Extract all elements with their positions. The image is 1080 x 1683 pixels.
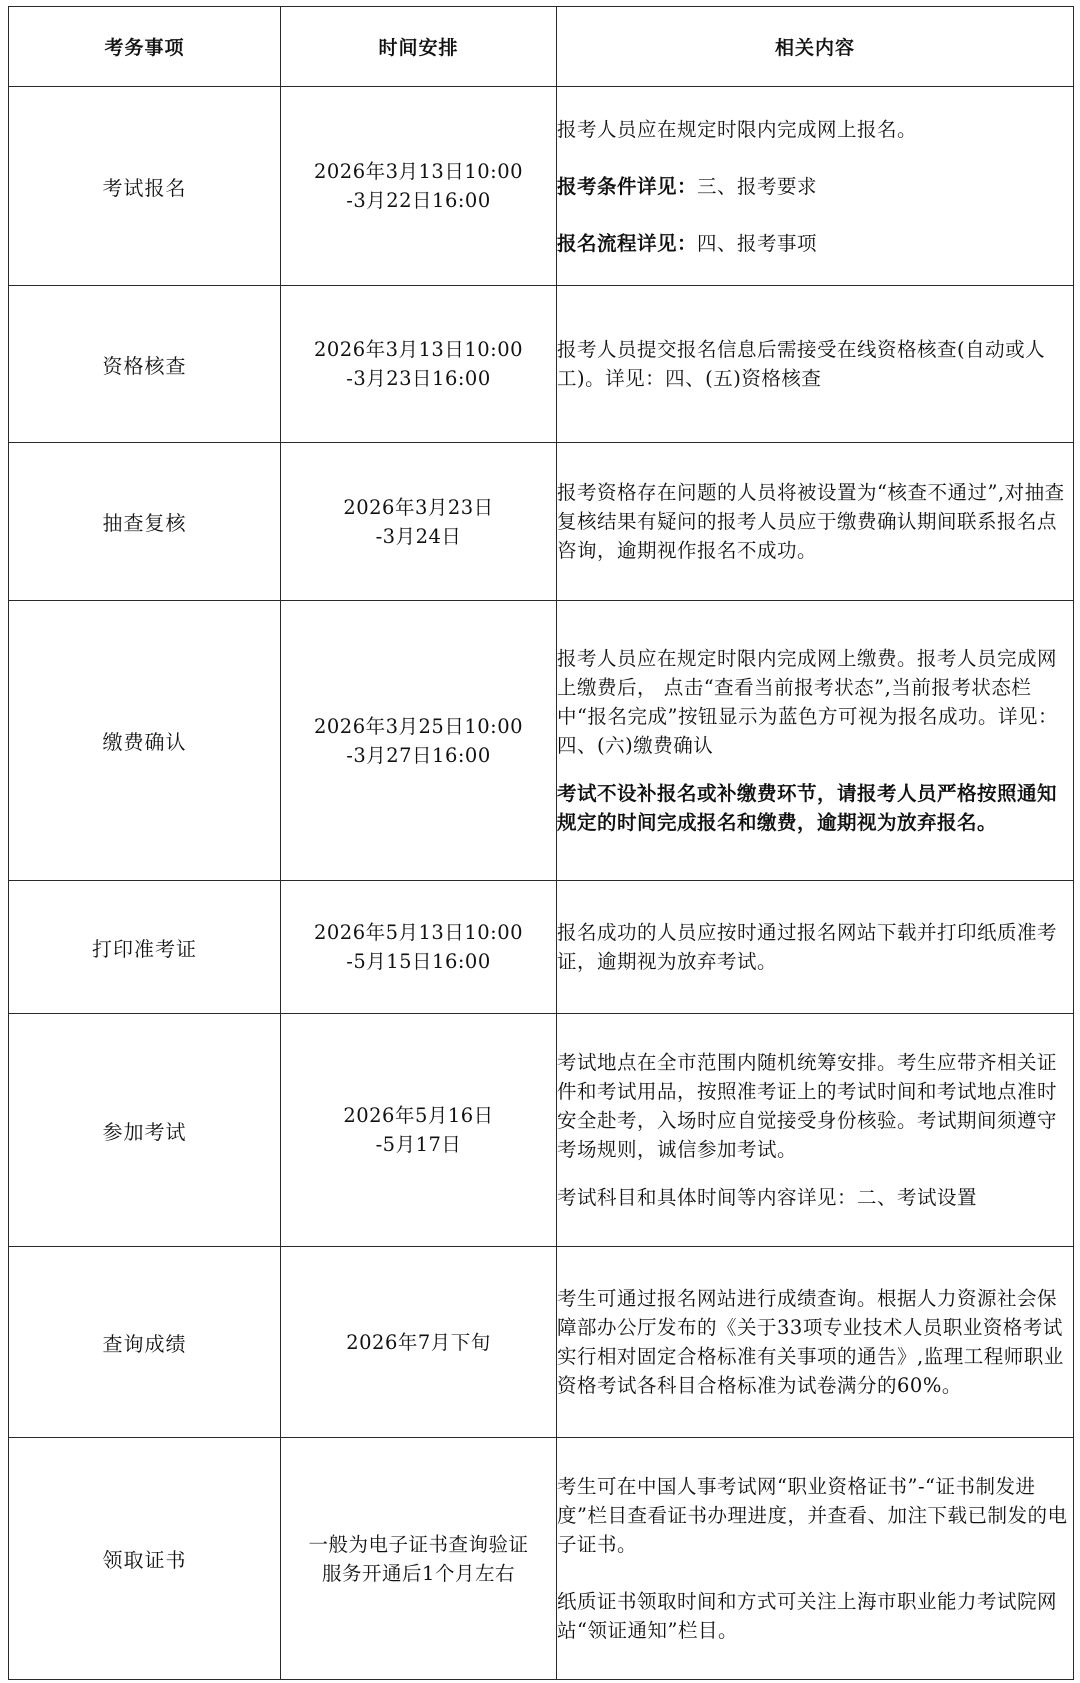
row-content xyxy=(557,286,1074,443)
row-item: 打印准考证 xyxy=(9,881,281,1014)
bold-label: 报名流程详见： xyxy=(557,231,698,255)
row-item: 考试报名 xyxy=(9,87,281,286)
time-line: -3月27日16:00 xyxy=(346,743,491,767)
time-line: 2026年3月25日10:00 xyxy=(313,714,524,738)
header-item: 考务事项 xyxy=(9,7,281,87)
row-time xyxy=(281,601,557,881)
row-content xyxy=(557,87,1074,286)
time-line: 2026年3月13日10:00 xyxy=(313,338,524,361)
table-row xyxy=(9,881,1074,1014)
time-line: 2026年5月13日10:00 xyxy=(313,921,524,944)
bold-notice: 考试不设补报名或补缴费环节，请报考人员严格按照通知规定的时间完成报名和缴费，逾期视为放弃报名。 xyxy=(557,782,1058,834)
row-item: 抽查复核 xyxy=(9,443,281,601)
table-row xyxy=(9,87,1074,286)
row-content xyxy=(557,881,1074,1014)
content-paragraph: 报考人员应在规定时限内完成网上报名。 xyxy=(557,117,918,141)
time-line: 2026年3月13日10:00 xyxy=(313,160,524,183)
content-paragraph: 纸质证书领取时间和方式可关注上海市职业能力考试院网站“领证通知”栏目。 xyxy=(557,1590,1058,1642)
table-row xyxy=(9,1014,1074,1247)
content-paragraph: 考生可在中国人事考试网“职业资格证书”-“证书制发进度”栏目查看证书办理进度，并查看、加注下载已制发的电子证书。 xyxy=(557,1475,1068,1556)
content-paragraph: 考试地点在全市范围内随机统筹安排。考生应带齐相关证件和考试用品，按照准考证上的考试时间和考试地点准时安全赴考，入场时应自觉接受身份核验。考试期间须遵守考场规则，诚信参加考试。 xyxy=(557,1051,1058,1161)
row-content xyxy=(557,601,1074,881)
row-time xyxy=(281,443,557,601)
time-line: -3月23日16:00 xyxy=(346,367,491,390)
row-content xyxy=(557,1014,1074,1247)
row-time xyxy=(281,1438,557,1680)
table-row xyxy=(9,601,1074,881)
time-line: -3月22日16:00 xyxy=(346,189,491,212)
bold-label: 报考条件详见： xyxy=(557,174,698,198)
row-content xyxy=(557,1438,1074,1680)
row-time xyxy=(281,1247,557,1438)
table-row xyxy=(9,1247,1074,1438)
header-time: 时间安排 xyxy=(281,7,557,87)
row-content xyxy=(557,443,1074,601)
table-row xyxy=(9,443,1074,601)
time-line: 2026年5月16日 xyxy=(343,1104,494,1127)
row-content xyxy=(557,1247,1074,1438)
row-item: 查询成绩 xyxy=(9,1247,281,1438)
row-item: 缴费确认 xyxy=(9,601,281,881)
row-item: 资格核查 xyxy=(9,286,281,443)
content-paragraph: 报名成功的人员应按时通过报名网站下载并打印纸质准考证，逾期视为放弃考试。 xyxy=(557,921,1058,973)
time-line: -5月15日16:00 xyxy=(346,950,491,973)
table-row xyxy=(9,286,1074,443)
header-content: 相关内容 xyxy=(557,7,1074,87)
content-paragraph: 报考条件详见：三、报考要求 xyxy=(557,174,818,198)
row-time xyxy=(281,87,557,286)
time-line: 2026年7月下旬 xyxy=(346,1330,491,1354)
row-time xyxy=(281,881,557,1014)
table-header-row xyxy=(9,7,1074,87)
exam-schedule-table xyxy=(8,6,1074,1680)
row-item: 参加考试 xyxy=(9,1014,281,1247)
content-paragraph: 报考人员应在规定时限内完成网上缴费。报考人员完成网上缴费后， 点击“查看当前报考状态”,当前报考状态栏中“报名完成”按钮显示为蓝色方可视为报名成功。详见：四、(六)缴费确认 xyxy=(557,647,1058,757)
content-paragraph: 报考资格存在问题的人员将被设置为“核查不通过”,对抽查复核结果有疑问的报考人员应于缴费确认期间联系报名点咨询，逾期视作报名不成功。 xyxy=(557,481,1065,562)
table-row xyxy=(9,1438,1074,1680)
row-item: 领取证书 xyxy=(9,1438,281,1680)
time-line: 2026年3月23日 xyxy=(343,495,494,519)
content-paragraph: 报考人员提交报名信息后需接受在线资格核查(自动或人工)。详见：四、(五)资格核查 xyxy=(557,338,1046,390)
content-paragraph: 报名流程详见：四、报考事项 xyxy=(557,231,818,255)
row-time xyxy=(281,1014,557,1247)
time-line: -5月17日 xyxy=(375,1133,462,1156)
content-paragraph: 考试科目和具体时间等内容详见：二、考试设置 xyxy=(557,1186,978,1209)
time-line: -3月24日 xyxy=(375,524,462,548)
time-line: 一般为电子证书查询验证服务开通后1个月左右 xyxy=(308,1532,529,1585)
content-paragraph: 考生可通过报名网站进行成绩查询。根据人力资源社会保障部办公厅发布的《关于33项专业技术人员职业资格考试实行相对固定合格标准有关事项的通告》,监理工程师职业资格考试各科目合格标准为试卷满分的60%。 xyxy=(557,1287,1064,1397)
row-time xyxy=(281,286,557,443)
